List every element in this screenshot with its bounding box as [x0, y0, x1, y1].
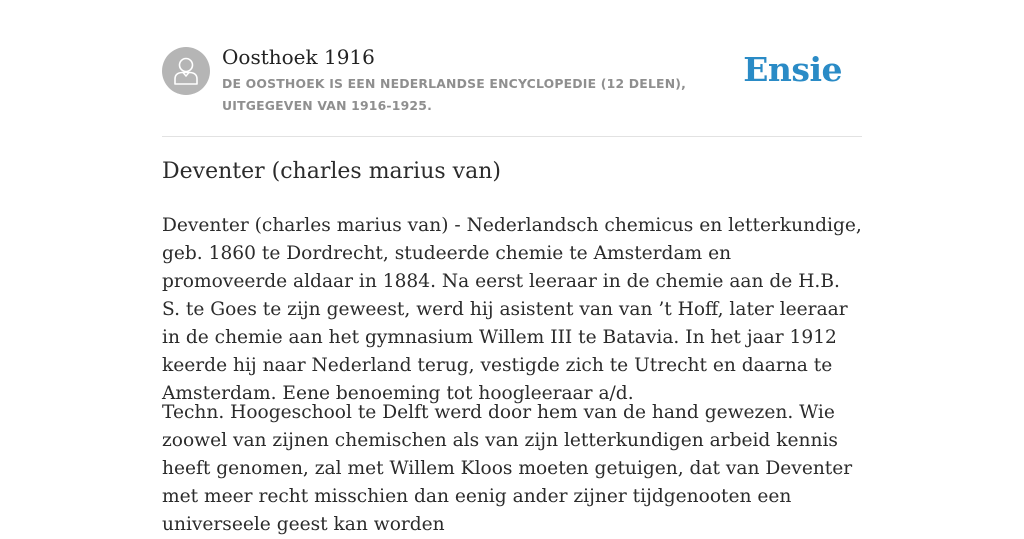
entry-title: Deventer (charles marius van) — [162, 159, 501, 184]
book-header — [162, 0, 862, 137]
entry-paragraph-1: Deventer (charles marius van) - Nederlandsch chemicus en letterkundige, geb. 1860 te Dordrecht, studeerde chemie te Amsterdam en promoveerde aldaar in 1884. Na eerst leeraar in de chemie aan de H.B. S. te Goes te zijn geweest, werd hij asistent van van ’t Hoff, later leeraar in de chemie aan het gymnasium Willem III te Batavia. In het jaar 1912 keerde hij naar Nederland terug, vestigde zich te Utrecht en daarna te Amsterdam. Eene benoeming tot hoogleeraar a/d. — [162, 215, 862, 404]
avatar[interactable] — [162, 47, 210, 95]
page-content — [162, 0, 862, 535]
user-icon — [162, 47, 210, 95]
book-title[interactable]: Oosthoek 1916 — [222, 45, 375, 69]
book-description: DE OOSTHOEK IS EEN NEDERLANDSE ENCYCLOPEDIE (12 DELEN), UITGEGEVEN VAN 1916-1925. — [222, 76, 687, 113]
entry-paragraph-2: Techn. Hoogeschool te Delft werd door hem van de hand gewezen. Wie zoowel van zijnen chemischen als van zijn letterkundigen arbeid kennis heeft genomen, zal met Willem Kloos moeten getuigen, dat van Deventer met meer recht misschien dan eenig ander zijner tijdgenooten een universeele geest kan worden — [162, 402, 853, 535]
brand-logo[interactable]: Ensie — [743, 50, 842, 89]
